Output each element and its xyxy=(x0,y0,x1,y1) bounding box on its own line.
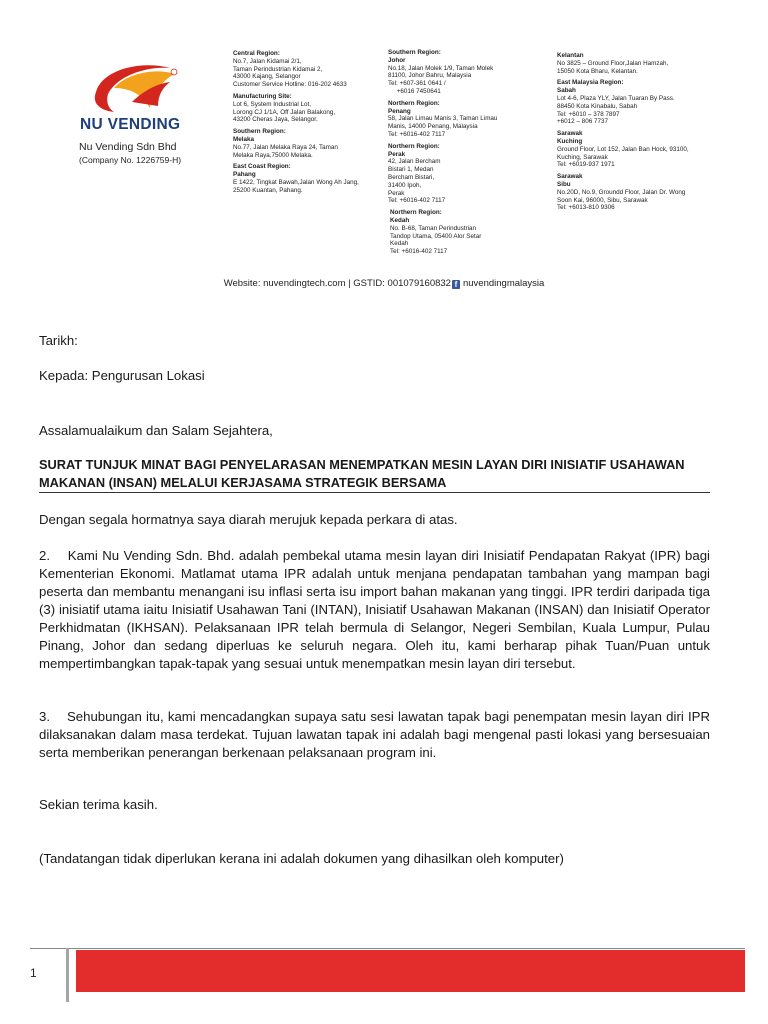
address-line: Kuching, Sarawak xyxy=(557,153,608,161)
greeting: Assalamualaikum dan Salam Sejahtera, xyxy=(39,423,273,438)
address-line: E 1422, Tingkat Bawah,Jalan Wong Ah Jang, xyxy=(233,178,359,186)
address-line: No.18, Jalan Molek 1/9, Taman Molek xyxy=(388,64,494,72)
address-line: 15050 Kota Bharu, Kelantan. xyxy=(557,67,638,75)
address-block xyxy=(233,128,383,159)
address-block xyxy=(233,93,383,124)
website-gstid: Website: nuvendingtech.com | GSTID: 001079160832 xyxy=(223,278,451,289)
letter-subject: SURAT TUNJUK MINAT BAGI PENYELARASAN MENEMPATKAN MESIN LAYAN DIRI INISIATIF USAHAWAN MAKANAN (INSAN) MELALUI KERJASAMA STRATEGIK BERSAMA xyxy=(39,457,685,490)
address-line: Pahang xyxy=(233,171,256,179)
address-column-1 xyxy=(233,50,383,199)
address-line: Perak xyxy=(388,189,405,197)
closing-line: Sekian terima kasih. xyxy=(39,797,158,812)
address-heading: Southern Region: xyxy=(388,49,441,56)
address-heading: Northern Region: xyxy=(388,142,440,150)
address-heading: Central Region: xyxy=(233,50,280,57)
address-line: Kedah xyxy=(390,240,409,248)
address-line: Kedah xyxy=(390,216,410,224)
address-line: 31400 Ipoh, xyxy=(388,181,422,189)
address-line: Melaka Raya,75000 Melaka. xyxy=(233,151,313,159)
address-line: Manis, 14000 Penang, Malaysia xyxy=(388,123,478,131)
address-line: Bercham Bistari, xyxy=(388,173,435,181)
address-heading: East Malaysia Region: xyxy=(557,79,624,87)
address-line: Bistari 1, Medan xyxy=(388,166,434,174)
address-block xyxy=(557,130,727,169)
address-block xyxy=(557,52,727,75)
address-line: Tel: +6016-402 7117 xyxy=(388,197,446,205)
address-line: +6016 7450641 xyxy=(388,87,441,95)
address-heading: Sarawak xyxy=(557,130,583,138)
footer-red-band xyxy=(76,950,745,992)
address-line: Soon Kai, 96000, Sibu, Sarawak xyxy=(557,196,648,204)
address-heading: Manufacturing Site: xyxy=(233,92,292,100)
footer-vertical-bar xyxy=(66,948,69,1002)
company-number: (Company No. 1226759-H) xyxy=(79,155,182,165)
address-block xyxy=(233,50,383,89)
signature-note: (Tandatangan tidak diperlukan kerana ini adalah dokumen yang dihasilkan oleh komputer) xyxy=(39,851,564,866)
address-line: +6012 – 806 7737 xyxy=(557,118,608,126)
footer-divider xyxy=(30,948,745,949)
address-line: Sibu xyxy=(557,180,571,188)
address-heading: Northern Region: xyxy=(388,99,440,107)
address-line: Tel: +6016-402 7117 xyxy=(390,248,448,256)
address-heading: Sarawak xyxy=(557,173,583,181)
address-heading: Kelantan xyxy=(557,52,584,59)
address-line: No 3825 – Ground Floor,Jalan Hamzah, xyxy=(557,59,669,67)
subject-underline xyxy=(39,492,710,493)
address-block xyxy=(233,163,383,194)
address-line: No.7, Jalan Kidamai 2/1, xyxy=(233,57,302,65)
address-column-2 xyxy=(388,49,548,260)
address-block xyxy=(557,79,727,126)
address-line: Kuching xyxy=(557,137,583,145)
page-number: 1 xyxy=(30,966,37,980)
address-line: Tel: +6019-937 1971 xyxy=(557,161,615,169)
recipient-line: Kepada: Pengurusan Lokasi xyxy=(39,368,205,383)
address-block xyxy=(388,143,548,205)
address-line: Tel: +6016-402 7117 xyxy=(388,130,446,138)
address-line: Lorong CJ 1/1A, Off Jalan Balakong, xyxy=(233,108,336,116)
address-line: No.20D, No.9, Groundd Floor, Jalan Dr. Wong xyxy=(557,188,686,196)
website-line xyxy=(0,278,768,289)
address-line: 42, Jalan Bercham xyxy=(388,158,441,166)
address-heading: Southern Region: xyxy=(233,128,286,136)
address-line: Tel: +6013-810 9306 xyxy=(557,204,615,212)
address-line: Lot 6, System Industrial Lot, xyxy=(233,100,312,108)
address-line: No. B-68, Taman Perindustrian xyxy=(390,224,476,232)
paragraph-3: 3. Sehubungan itu, kami mencadangkan supaya satu sesi lawatan tapak bagi penempatan mesin layan diri IPR dilaksanakan dalam masa terdekat. Tujuan lawatan tapak ini adalah bagi mengenal pasti lokasi yang bersesuaian serta memberikan penerangan berkenaan pelaksanaan program ini. xyxy=(39,709,710,760)
address-block xyxy=(390,209,548,256)
brand-name: NU VENDING xyxy=(80,116,181,133)
address-block xyxy=(388,100,548,139)
address-line: Johor xyxy=(388,56,406,64)
address-line: 43000 Kajang, Selangor xyxy=(233,73,301,81)
address-line: Tel: +6010 – 378 7897 xyxy=(557,110,620,118)
address-line: Taman Perindustrian Kidamai 2, xyxy=(233,65,323,73)
address-line: 58, Jalan Limau Manis 3, Taman Limau xyxy=(388,115,498,123)
address-block xyxy=(557,173,727,212)
company-name: Nu Vending Sdn Bhd xyxy=(79,141,177,153)
swoosh-logo-icon xyxy=(78,58,218,118)
address-line: Tandop Utama, 05400 Alor Setar xyxy=(390,232,482,240)
intro-paragraph: Dengan segala hormatnya saya diarah merujuk kepada perkara di atas. xyxy=(39,512,458,527)
facebook-icon: f xyxy=(452,280,460,289)
address-line: Tel: +607-361 0641 / xyxy=(388,80,446,88)
address-line: Customer Service Hotline: 016-202 4633 xyxy=(233,81,347,89)
social-handle: nuvendingmalaysia xyxy=(462,278,545,289)
date-label: Tarikh: xyxy=(39,333,78,348)
address-column-3 xyxy=(557,52,727,216)
address-line: Ground Floor, Lot 152, Jalan Ban Hock, 93100, xyxy=(557,145,689,153)
address-heading: Northern Region: xyxy=(390,209,442,217)
address-line: 43200 Cheras Jaya, Selangor. xyxy=(233,116,318,124)
address-line: Perak xyxy=(388,150,406,158)
address-line: Penang xyxy=(388,107,411,115)
address-block xyxy=(388,49,548,96)
address-line: 81100, Johor Bahru, Malaysia xyxy=(388,72,472,80)
address-line: 25200 Kuantan, Pahang. xyxy=(233,186,303,194)
address-line: Sabah xyxy=(557,87,576,95)
paragraph-2: 2. Kami Nu Vending Sdn. Bhd. adalah pembekal utama mesin layan diri Inisiatif Pendapatan Rakyat (IPR) bagi Kementerian Ekonomi. Matlamat utama IPR adalah untuk menjana pendapatan tambahan yang mampan bagi peserta dan membantu menangani isu inflasi serta isu import bahan makanan yang tinggi. IPR terdiri daripada tiga (3) inisiatif utama iaitu Inisiatif Usahawan Tani (INTAN), Inisiatif Usahawan Makanan (INSAN) dan Inisiatif Operator Perkhidmatan (IKHSAN). Pelaksanaan IPR telah bermula di Selangor, Negeri Sembilan, Kuala Lumpur, Pulau Pinang, Johor dan sedang diperluas ke seluruh negara. Oleh itu, kami berharap pihak Tuan/Puan untuk mempertimbangkan tapak-tapak yang sesuai untuk menempatkan mesin layan diri tersebut. xyxy=(39,548,710,671)
address-line: Melaka xyxy=(233,135,255,143)
address-line: Lot 4-6, Plaza YLY, Jalan Tuaran By Pass. xyxy=(557,94,675,102)
address-line: No.77, Jalan Melaka Raya 24, Taman xyxy=(233,143,338,151)
address-heading: East Coast Region: xyxy=(233,163,291,171)
address-line: 88450 Kota Kinabalu, Sabah xyxy=(557,102,638,110)
